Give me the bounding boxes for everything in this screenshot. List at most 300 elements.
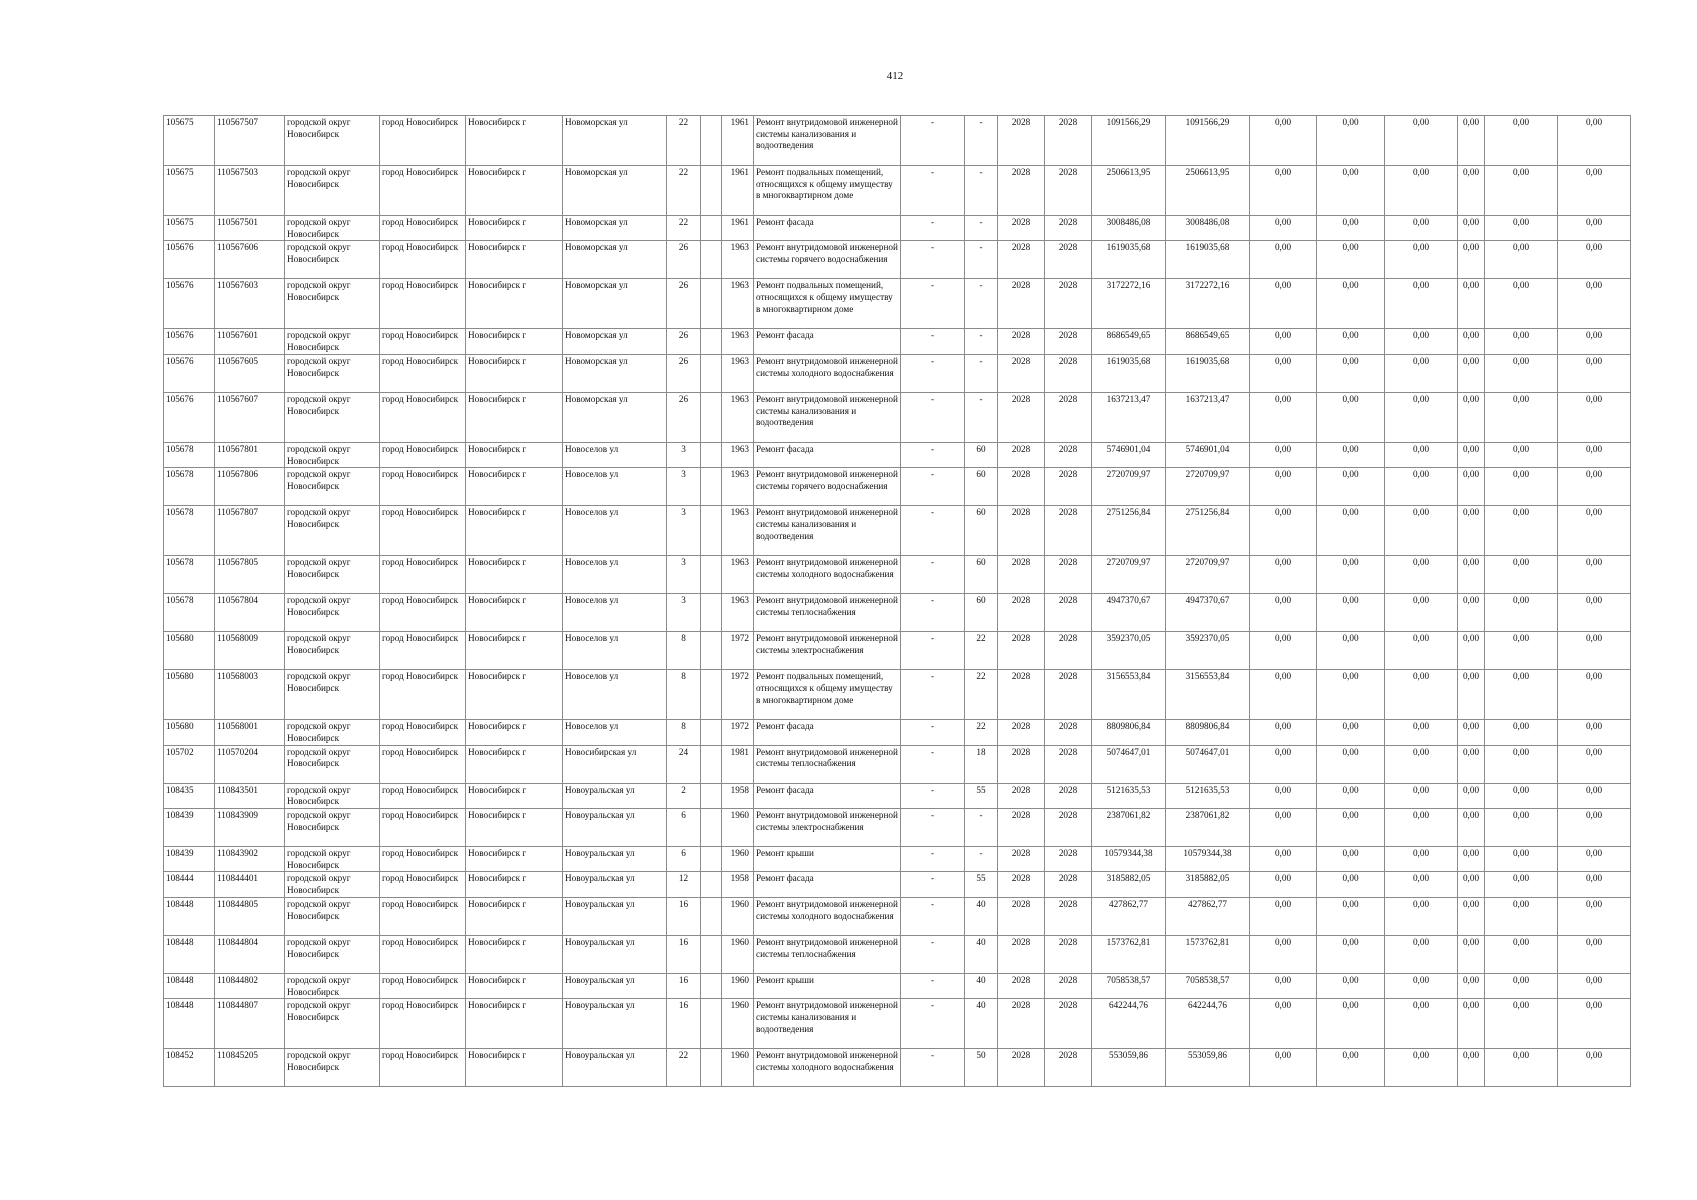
row-zero-3: 0,00 [1385, 809, 1458, 847]
row-settlement: город Новосибирск [380, 1049, 466, 1087]
row-duration: - [965, 216, 998, 241]
row-year-end: 2028 [1045, 166, 1092, 216]
row-work-type: Ремонт внутридомовой инженерной системы горячего водоснабжения [754, 241, 901, 279]
row-zero-3: 0,00 [1385, 973, 1458, 998]
row-zero-5: 0,00 [1485, 442, 1558, 467]
row-empty [701, 594, 722, 632]
row-street: Новоуральская ул [563, 809, 667, 847]
row-code: 110570204 [215, 745, 285, 783]
row-zero-4: 0,00 [1458, 279, 1485, 329]
row-duration: 55 [965, 872, 998, 897]
row-city: Новосибирск г [466, 354, 563, 392]
row-year: 1960 [722, 897, 754, 935]
row-id: 105678 [164, 442, 215, 467]
row-year: 1960 [722, 847, 754, 872]
row-year: 1963 [722, 392, 754, 442]
row-zero-6: 0,00 [1558, 279, 1631, 329]
row-cost-fund: 427862,77 [1166, 897, 1250, 935]
row-cost-fund: 2751256,84 [1166, 506, 1250, 556]
repair-schedule-table [163, 115, 1631, 1087]
row-code: 110844802 [215, 973, 285, 998]
row-empty [701, 442, 722, 467]
row-work-type: Ремонт внутридомовой инженерной системы канализования и водоотведения [754, 392, 901, 442]
row-year-end: 2028 [1045, 506, 1092, 556]
row-work-type: Ремонт внутридомовой инженерной системы теплоснабжения [754, 935, 901, 973]
table-row [164, 556, 1631, 594]
row-year: 1960 [722, 809, 754, 847]
row-id: 108448 [164, 999, 215, 1049]
row-cost-total: 8809806,84 [1092, 720, 1166, 745]
row-id: 105675 [164, 116, 215, 166]
row-zero-5: 0,00 [1485, 594, 1558, 632]
row-zero-5: 0,00 [1485, 116, 1558, 166]
row-street: Новосибирская ул [563, 745, 667, 783]
row-zero-1: 0,00 [1250, 783, 1317, 808]
row-id: 105678 [164, 556, 215, 594]
row-cost-fund: 5121635,53 [1166, 783, 1250, 808]
row-zero-5: 0,00 [1485, 166, 1558, 216]
row-id: 108448 [164, 973, 215, 998]
row-empty [701, 720, 722, 745]
row-cost-fund: 3008486,08 [1166, 216, 1250, 241]
row-settlement: город Новосибирск [380, 632, 466, 670]
row-zero-2: 0,00 [1317, 392, 1385, 442]
row-zero-3: 0,00 [1385, 354, 1458, 392]
row-zero-3: 0,00 [1385, 897, 1458, 935]
row-zero-3: 0,00 [1385, 216, 1458, 241]
row-zero-1: 0,00 [1250, 999, 1317, 1049]
row-year-end: 2028 [1045, 745, 1092, 783]
row-cost-fund: 8686549,65 [1166, 329, 1250, 354]
row-year-end: 2028 [1045, 556, 1092, 594]
row-year-start: 2028 [998, 241, 1045, 279]
row-duration: 40 [965, 897, 998, 935]
row-zero-4: 0,00 [1458, 468, 1485, 506]
row-zero-1: 0,00 [1250, 632, 1317, 670]
table-row [164, 745, 1631, 783]
row-duration: 22 [965, 670, 998, 720]
row-duration: 40 [965, 999, 998, 1049]
row-year: 1958 [722, 783, 754, 808]
row-zero-2: 0,00 [1317, 354, 1385, 392]
row-zero-5: 0,00 [1485, 632, 1558, 670]
row-duration: 60 [965, 442, 998, 467]
row-house: 16 [667, 973, 701, 998]
row-cost-total: 5746901,04 [1092, 442, 1166, 467]
row-city: Новосибирск г [466, 392, 563, 442]
row-id: 108452 [164, 1049, 215, 1087]
row-zero-3: 0,00 [1385, 556, 1458, 594]
row-zero-5: 0,00 [1485, 354, 1558, 392]
row-city: Новосибирск г [466, 594, 563, 632]
row-duration: 60 [965, 506, 998, 556]
row-house: 26 [667, 329, 701, 354]
row-zero-5: 0,00 [1485, 279, 1558, 329]
row-id: 105678 [164, 506, 215, 556]
row-zero-6: 0,00 [1558, 935, 1631, 973]
row-id: 105676 [164, 392, 215, 442]
table-row [164, 720, 1631, 745]
table-row [164, 872, 1631, 897]
row-street: Новоморская ул [563, 241, 667, 279]
table-row [164, 506, 1631, 556]
row-dash: - [901, 897, 965, 935]
row-zero-6: 0,00 [1558, 872, 1631, 897]
row-id: 105675 [164, 216, 215, 241]
row-id: 105680 [164, 632, 215, 670]
row-work-type: Ремонт фасада [754, 720, 901, 745]
row-zero-6: 0,00 [1558, 354, 1631, 392]
row-year-end: 2028 [1045, 116, 1092, 166]
row-year-start: 2028 [998, 392, 1045, 442]
row-year-end: 2028 [1045, 897, 1092, 935]
row-house: 3 [667, 594, 701, 632]
row-year-start: 2028 [998, 556, 1045, 594]
row-city: Новосибирск г [466, 442, 563, 467]
row-work-type: Ремонт подвальных помещений, относящихся к общему имуществу в многоквартирном доме [754, 670, 901, 720]
row-code: 110567603 [215, 279, 285, 329]
row-id: 105680 [164, 720, 215, 745]
row-dash: - [901, 745, 965, 783]
row-year-end: 2028 [1045, 872, 1092, 897]
row-city: Новосибирск г [466, 241, 563, 279]
row-id: 105680 [164, 670, 215, 720]
row-zero-6: 0,00 [1558, 745, 1631, 783]
row-zero-3: 0,00 [1385, 506, 1458, 556]
row-zero-4: 0,00 [1458, 116, 1485, 166]
row-empty [701, 354, 722, 392]
row-year: 1961 [722, 216, 754, 241]
row-duration: - [965, 392, 998, 442]
row-cost-total: 1619035,68 [1092, 354, 1166, 392]
row-zero-2: 0,00 [1317, 632, 1385, 670]
row-house: 8 [667, 632, 701, 670]
row-year: 1958 [722, 872, 754, 897]
row-zero-1: 0,00 [1250, 392, 1317, 442]
row-work-type: Ремонт внутридомовой инженерной системы теплоснабжения [754, 745, 901, 783]
row-zero-2: 0,00 [1317, 973, 1385, 998]
row-duration: 22 [965, 632, 998, 670]
row-zero-4: 0,00 [1458, 556, 1485, 594]
row-street: Новоселов ул [563, 556, 667, 594]
row-zero-2: 0,00 [1317, 594, 1385, 632]
row-settlement: город Новосибирск [380, 166, 466, 216]
row-district: городской округ Новосибирск [285, 720, 380, 745]
row-year: 1963 [722, 594, 754, 632]
row-id: 105702 [164, 745, 215, 783]
row-zero-4: 0,00 [1458, 632, 1485, 670]
row-settlement: город Новосибирск [380, 329, 466, 354]
row-year: 1960 [722, 973, 754, 998]
row-settlement: город Новосибирск [380, 354, 466, 392]
row-district: городской округ Новосибирск [285, 506, 380, 556]
row-code: 110567805 [215, 556, 285, 594]
row-cost-total: 2720709,97 [1092, 556, 1166, 594]
row-year-start: 2028 [998, 745, 1045, 783]
row-dash: - [901, 809, 965, 847]
row-id: 105676 [164, 354, 215, 392]
row-year-end: 2028 [1045, 670, 1092, 720]
row-street: Новоуральская ул [563, 872, 667, 897]
row-zero-6: 0,00 [1558, 1049, 1631, 1087]
row-zero-5: 0,00 [1485, 216, 1558, 241]
row-city: Новосибирск г [466, 935, 563, 973]
row-dash: - [901, 392, 965, 442]
table-row [164, 279, 1631, 329]
row-cost-total: 10579344,38 [1092, 847, 1166, 872]
row-cost-total: 2506613,95 [1092, 166, 1166, 216]
row-code: 110568009 [215, 632, 285, 670]
row-year: 1963 [722, 468, 754, 506]
row-zero-5: 0,00 [1485, 720, 1558, 745]
row-zero-6: 0,00 [1558, 442, 1631, 467]
row-street: Новоселов ул [563, 442, 667, 467]
row-district: городской округ Новосибирск [285, 809, 380, 847]
row-zero-6: 0,00 [1558, 632, 1631, 670]
row-house: 16 [667, 935, 701, 973]
table-row [164, 1049, 1631, 1087]
row-street: Новоморская ул [563, 392, 667, 442]
row-settlement: город Новосибирск [380, 809, 466, 847]
row-zero-4: 0,00 [1458, 935, 1485, 973]
row-code: 110568001 [215, 720, 285, 745]
row-duration: 18 [965, 745, 998, 783]
row-work-type: Ремонт внутридомовой инженерной системы электроснабжения [754, 809, 901, 847]
row-cost-total: 2720709,97 [1092, 468, 1166, 506]
row-cost-fund: 553059,86 [1166, 1049, 1250, 1087]
row-year-start: 2028 [998, 216, 1045, 241]
row-work-type: Ремонт внутридомовой инженерной системы холодного водоснабжения [754, 897, 901, 935]
row-duration: 40 [965, 973, 998, 998]
row-duration: 22 [965, 720, 998, 745]
row-year-start: 2028 [998, 809, 1045, 847]
row-cost-fund: 2506613,95 [1166, 166, 1250, 216]
row-year-end: 2028 [1045, 935, 1092, 973]
row-settlement: город Новосибирск [380, 392, 466, 442]
row-year: 1961 [722, 116, 754, 166]
row-zero-2: 0,00 [1317, 442, 1385, 467]
row-year-end: 2028 [1045, 783, 1092, 808]
row-work-type: Ремонт внутридомовой инженерной системы теплоснабжения [754, 594, 901, 632]
table-row [164, 632, 1631, 670]
row-city: Новосибирск г [466, 216, 563, 241]
row-settlement: город Новосибирск [380, 116, 466, 166]
row-house: 6 [667, 847, 701, 872]
row-zero-5: 0,00 [1485, 872, 1558, 897]
row-work-type: Ремонт подвальных помещений, относящихся к общему имуществу в многоквартирном доме [754, 279, 901, 329]
row-settlement: город Новосибирск [380, 506, 466, 556]
row-zero-1: 0,00 [1250, 809, 1317, 847]
row-settlement: город Новосибирск [380, 442, 466, 467]
row-dash: - [901, 935, 965, 973]
row-zero-4: 0,00 [1458, 973, 1485, 998]
row-zero-1: 0,00 [1250, 897, 1317, 935]
row-empty [701, 1049, 722, 1087]
row-code: 110567607 [215, 392, 285, 442]
row-street: Новоморская ул [563, 329, 667, 354]
row-house: 26 [667, 241, 701, 279]
row-year: 1961 [722, 166, 754, 216]
row-zero-2: 0,00 [1317, 216, 1385, 241]
row-dash: - [901, 506, 965, 556]
row-year: 1963 [722, 279, 754, 329]
row-zero-6: 0,00 [1558, 329, 1631, 354]
table-row [164, 468, 1631, 506]
row-cost-fund: 7058538,57 [1166, 973, 1250, 998]
row-cost-fund: 3592370,05 [1166, 632, 1250, 670]
row-empty [701, 973, 722, 998]
row-settlement: город Новосибирск [380, 935, 466, 973]
table-row [164, 897, 1631, 935]
row-zero-5: 0,00 [1485, 556, 1558, 594]
row-year-start: 2028 [998, 720, 1045, 745]
row-cost-total: 1637213,47 [1092, 392, 1166, 442]
row-zero-6: 0,00 [1558, 216, 1631, 241]
row-year-end: 2028 [1045, 1049, 1092, 1087]
row-year-end: 2028 [1045, 999, 1092, 1049]
row-settlement: город Новосибирск [380, 216, 466, 241]
row-code: 110844804 [215, 935, 285, 973]
row-settlement: город Новосибирск [380, 872, 466, 897]
row-zero-5: 0,00 [1485, 506, 1558, 556]
row-work-type: Ремонт внутридомовой инженерной системы канализования и водоотведения [754, 116, 901, 166]
row-year-end: 2028 [1045, 973, 1092, 998]
row-year: 1963 [722, 329, 754, 354]
row-city: Новосибирск г [466, 632, 563, 670]
row-empty [701, 809, 722, 847]
row-zero-3: 0,00 [1385, 872, 1458, 897]
row-year: 1972 [722, 720, 754, 745]
row-zero-4: 0,00 [1458, 670, 1485, 720]
row-zero-4: 0,00 [1458, 354, 1485, 392]
row-zero-2: 0,00 [1317, 999, 1385, 1049]
row-code: 110845205 [215, 1049, 285, 1087]
row-house: 22 [667, 166, 701, 216]
row-street: Новоселов ул [563, 468, 667, 506]
row-duration: - [965, 847, 998, 872]
row-settlement: город Новосибирск [380, 897, 466, 935]
row-zero-6: 0,00 [1558, 809, 1631, 847]
row-year-end: 2028 [1045, 632, 1092, 670]
row-zero-6: 0,00 [1558, 783, 1631, 808]
row-work-type: Ремонт внутридомовой инженерной системы холодного водоснабжения [754, 556, 901, 594]
row-year-start: 2028 [998, 442, 1045, 467]
row-work-type: Ремонт крыши [754, 847, 901, 872]
row-zero-6: 0,00 [1558, 847, 1631, 872]
row-district: городской округ Новосибирск [285, 973, 380, 998]
row-duration: - [965, 279, 998, 329]
row-year-start: 2028 [998, 468, 1045, 506]
row-zero-3: 0,00 [1385, 329, 1458, 354]
row-year-start: 2028 [998, 999, 1045, 1049]
row-city: Новосибирск г [466, 116, 563, 166]
row-district: городской округ Новосибирск [285, 745, 380, 783]
row-zero-1: 0,00 [1250, 241, 1317, 279]
row-zero-3: 0,00 [1385, 166, 1458, 216]
row-code: 110567507 [215, 116, 285, 166]
row-cost-fund: 8809806,84 [1166, 720, 1250, 745]
row-house: 8 [667, 720, 701, 745]
row-year-start: 2028 [998, 897, 1045, 935]
row-id: 105676 [164, 241, 215, 279]
row-empty [701, 745, 722, 783]
row-year-end: 2028 [1045, 354, 1092, 392]
row-district: городской округ Новосибирск [285, 897, 380, 935]
row-work-type: Ремонт фасада [754, 329, 901, 354]
table-row [164, 973, 1631, 998]
row-empty [701, 279, 722, 329]
table-row [164, 935, 1631, 973]
row-id: 105675 [164, 166, 215, 216]
row-zero-5: 0,00 [1485, 999, 1558, 1049]
row-id: 108439 [164, 847, 215, 872]
row-zero-5: 0,00 [1485, 241, 1558, 279]
row-street: Новоморская ул [563, 116, 667, 166]
row-district: городской округ Новосибирск [285, 556, 380, 594]
row-zero-2: 0,00 [1317, 506, 1385, 556]
table-row [164, 354, 1631, 392]
row-zero-3: 0,00 [1385, 392, 1458, 442]
row-zero-4: 0,00 [1458, 783, 1485, 808]
row-zero-1: 0,00 [1250, 468, 1317, 506]
row-house: 22 [667, 1049, 701, 1087]
row-dash: - [901, 1049, 965, 1087]
row-district: городской округ Новосибирск [285, 354, 380, 392]
row-zero-4: 0,00 [1458, 166, 1485, 216]
row-dash: - [901, 166, 965, 216]
row-zero-4: 0,00 [1458, 1049, 1485, 1087]
row-street: Новоуральская ул [563, 783, 667, 808]
row-year-start: 2028 [998, 329, 1045, 354]
row-settlement: город Новосибирск [380, 670, 466, 720]
row-city: Новосибирск г [466, 720, 563, 745]
row-zero-5: 0,00 [1485, 783, 1558, 808]
row-zero-3: 0,00 [1385, 670, 1458, 720]
row-year: 1960 [722, 999, 754, 1049]
row-zero-1: 0,00 [1250, 279, 1317, 329]
row-duration: - [965, 354, 998, 392]
row-year-start: 2028 [998, 935, 1045, 973]
row-work-type: Ремонт внутридомовой инженерной системы канализования и водоотведения [754, 999, 901, 1049]
row-code: 110844807 [215, 999, 285, 1049]
row-zero-6: 0,00 [1558, 594, 1631, 632]
row-settlement: город Новосибирск [380, 241, 466, 279]
row-house: 16 [667, 897, 701, 935]
row-work-type: Ремонт внутридомовой инженерной системы горячего водоснабжения [754, 468, 901, 506]
row-street: Новоселов ул [563, 670, 667, 720]
row-dash: - [901, 241, 965, 279]
table-row [164, 392, 1631, 442]
row-zero-3: 0,00 [1385, 468, 1458, 506]
row-city: Новосибирск г [466, 166, 563, 216]
row-year-end: 2028 [1045, 279, 1092, 329]
row-zero-2: 0,00 [1317, 1049, 1385, 1087]
row-year: 1972 [722, 632, 754, 670]
row-duration: 60 [965, 468, 998, 506]
row-year-start: 2028 [998, 632, 1045, 670]
table-row [164, 241, 1631, 279]
row-year-start: 2028 [998, 116, 1045, 166]
row-zero-6: 0,00 [1558, 720, 1631, 745]
table-row [164, 847, 1631, 872]
row-zero-4: 0,00 [1458, 720, 1485, 745]
row-zero-6: 0,00 [1558, 116, 1631, 166]
row-zero-1: 0,00 [1250, 556, 1317, 594]
row-district: городской округ Новосибирск [285, 594, 380, 632]
row-settlement: город Новосибирск [380, 745, 466, 783]
row-zero-1: 0,00 [1250, 670, 1317, 720]
row-zero-5: 0,00 [1485, 392, 1558, 442]
